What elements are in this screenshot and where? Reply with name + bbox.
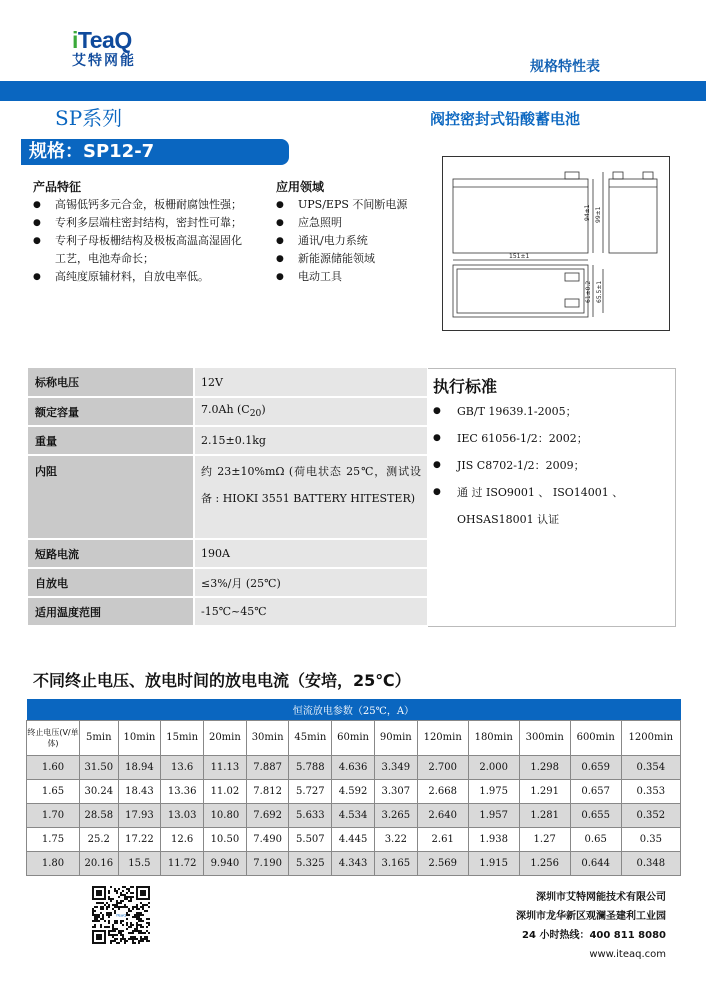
current-cell: 13.03 (161, 803, 204, 827)
current-cell: 0.35 (621, 827, 680, 851)
current-cell: 25.2 (80, 827, 119, 851)
cutoff-voltage-cell: 1.60 (27, 755, 80, 779)
standards-list (433, 398, 669, 533)
capacity-tail: ) (261, 403, 266, 417)
discharge-row (27, 827, 681, 851)
current-cell: 1.298 (519, 755, 570, 779)
spec-label: 短路电流 (28, 539, 194, 568)
series-name: SP系列 (55, 106, 123, 130)
dim-width-b-label: 65.5±1 (596, 280, 603, 303)
logo-chinese-name: 艾特网能 (72, 53, 136, 69)
feature-item: ● 高锡低钙多元合金，板栅耐腐蚀性强； (33, 196, 251, 214)
capacity-main: 7.0Ah (C (201, 403, 250, 417)
current-cell: 7.887 (246, 755, 289, 779)
current-cell: 3.307 (374, 779, 417, 803)
qr-code (92, 886, 150, 944)
current-cell: 4.534 (332, 803, 375, 827)
current-cell: 0.354 (621, 755, 680, 779)
discharge-row (27, 851, 681, 875)
logo-wordmark-rest: TeaQ (77, 27, 132, 53)
spec-row (28, 539, 427, 568)
company-hotline: 24 小时热线：400 811 8080 (522, 930, 666, 941)
column-header: 5min (80, 720, 119, 755)
application-item: ● 应急照明 (276, 214, 436, 232)
current-cell: 13.6 (161, 755, 204, 779)
column-header: 20min (204, 720, 247, 755)
cutoff-voltage-header: 终止电压(V/单体) (27, 720, 80, 755)
column-header: 15min (161, 720, 204, 755)
company-name: 深圳市艾特网能技术有限公司 (536, 892, 666, 903)
document-title: 规格特性表 (530, 59, 600, 75)
current-cell: 2.700 (417, 755, 468, 779)
standards-heading: 执行标准 (433, 377, 498, 396)
current-cell: 1.291 (519, 779, 570, 803)
current-cell: 1.915 (468, 851, 519, 875)
current-cell: 1.938 (468, 827, 519, 851)
column-header: 10min (118, 720, 161, 755)
current-cell: 11.13 (204, 755, 247, 779)
spec-value: 190A (194, 539, 427, 568)
spec-row (28, 568, 427, 597)
current-cell: 7.190 (246, 851, 289, 875)
dim-total-height-label: 99±1 (595, 206, 602, 223)
current-cell: 7.692 (246, 803, 289, 827)
spec-value: 约 23±10%mΩ (荷电状态 25℃，测试设 备 : HIOKI 3551 BATTERY HITESTER) (194, 455, 427, 539)
current-cell: 2.000 (468, 755, 519, 779)
spec-value: 2.15±0.1kg (194, 426, 427, 455)
company-website: www.iteaq.com (589, 949, 666, 960)
column-header: 60min (332, 720, 375, 755)
discharge-table (26, 699, 681, 876)
feature-item: ● 专利子母板栅结构及极板高温高湿固化工艺，电池寿命长； (33, 232, 251, 268)
current-cell: 2.668 (417, 779, 468, 803)
current-cell: 17.93 (118, 803, 161, 827)
column-header: 120min (417, 720, 468, 755)
current-cell: 0.352 (621, 803, 680, 827)
current-cell: 1.281 (519, 803, 570, 827)
current-cell: 4.445 (332, 827, 375, 851)
current-cell: 5.633 (289, 803, 332, 827)
column-header: 1200min (621, 720, 680, 755)
column-header: 600min (570, 720, 621, 755)
dim-length-label: 151±1 (509, 253, 530, 260)
spec-label: 内阻 (28, 455, 194, 539)
cutoff-voltage-cell: 1.80 (27, 851, 80, 875)
current-cell: 28.58 (80, 803, 119, 827)
spec-row (28, 455, 427, 539)
current-cell: 3.349 (374, 755, 417, 779)
qr-center-logo: iTeaQ (115, 912, 127, 918)
current-cell: 7.812 (246, 779, 289, 803)
features-list (33, 196, 251, 286)
current-cell: 12.6 (161, 827, 204, 851)
company-logo (72, 28, 172, 78)
battery-outline-svg (443, 157, 669, 330)
feature-item: ● 专利多层端柱密封结构，密封性可靠； (33, 214, 251, 232)
current-cell: 20.16 (80, 851, 119, 875)
model-banner: 规格：SP12-7 (21, 139, 289, 165)
current-cell: 5.325 (289, 851, 332, 875)
current-cell: 0.657 (570, 779, 621, 803)
capacity-subscript: 20 (249, 408, 262, 420)
current-cell: 1.256 (519, 851, 570, 875)
current-cell: 4.343 (332, 851, 375, 875)
current-cell: 18.43 (118, 779, 161, 803)
current-cell: 0.655 (570, 803, 621, 827)
application-item: ● 电动工具 (276, 268, 436, 286)
dim-height-label: 94±1 (584, 204, 591, 221)
current-cell: 30.24 (80, 779, 119, 803)
current-cell: 31.50 (80, 755, 119, 779)
current-cell: 15.5 (118, 851, 161, 875)
current-cell: 3.22 (374, 827, 417, 851)
discharge-row (27, 803, 681, 827)
column-header: 90min (374, 720, 417, 755)
column-header: 180min (468, 720, 519, 755)
company-address: 深圳市龙华新区观澜圣建利工业园 (516, 911, 666, 922)
dim-width-a-label: 61±0.2 (585, 280, 592, 303)
current-cell: 5.507 (289, 827, 332, 851)
spec-label: 适用温度范围 (28, 597, 194, 626)
features-heading: 产品特征 (33, 180, 82, 194)
current-cell: 11.02 (204, 779, 247, 803)
spec-value: ≤3%/月 (25℃) (194, 568, 427, 597)
spec-value: -15℃~45℃ (194, 597, 427, 626)
qr-code-pattern (92, 886, 150, 944)
current-cell: 4.636 (332, 755, 375, 779)
current-cell: 1.957 (468, 803, 519, 827)
standard-item: ● IEC 61056-1/2：2002； (433, 425, 669, 452)
current-cell: 0.353 (621, 779, 680, 803)
current-cell: 3.165 (374, 851, 417, 875)
discharge-header-row (27, 720, 681, 755)
cutoff-voltage-cell: 1.70 (27, 803, 80, 827)
current-cell: 5.727 (289, 779, 332, 803)
applications-heading: 应用领域 (276, 180, 325, 194)
spec-value (194, 397, 427, 426)
cutoff-voltage-cell: 1.65 (27, 779, 80, 803)
dimension-drawing (442, 156, 670, 331)
application-item: ● 通讯/电力系统 (276, 232, 436, 250)
current-cell: 11.72 (161, 851, 204, 875)
applications-list (276, 196, 436, 286)
spec-row (28, 397, 427, 426)
current-cell: 13.36 (161, 779, 204, 803)
column-header: 30min (246, 720, 289, 755)
current-cell: 18.94 (118, 755, 161, 779)
feature-item: ● 高纯度原辅材料，自放电率低。 (33, 268, 251, 286)
spec-label: 重量 (28, 426, 194, 455)
current-cell: 7.490 (246, 827, 289, 851)
company-info (516, 888, 666, 964)
header-band (0, 81, 706, 101)
current-cell: 2.640 (417, 803, 468, 827)
discharge-title: 不同终止电压、放电时间的放电电流（安培，25℃） (33, 671, 411, 690)
application-item: ● UPS/EPS 不间断电源 (276, 196, 436, 214)
battery-type: 阀控密封式铅酸蓄电池 (430, 110, 581, 128)
column-header: 45min (289, 720, 332, 755)
standard-item: ● GB/T 19639.1-2005； (433, 398, 669, 425)
logo-wordmark: iTeaQ (72, 27, 132, 53)
standard-item: ● 通 过 ISO9001 、 ISO14001 、 OHSAS18001 认证 (433, 479, 669, 533)
current-cell: 0.65 (570, 827, 621, 851)
application-item: ● 新能源储能领域 (276, 250, 436, 268)
current-cell: 0.348 (621, 851, 680, 875)
standard-item: ● JIS C8702-1/2：2009； (433, 452, 669, 479)
spec-label: 标称电压 (28, 368, 194, 397)
spec-row (28, 597, 427, 626)
discharge-body (27, 755, 681, 875)
current-cell: 0.659 (570, 755, 621, 779)
spec-value: 12V (194, 368, 427, 397)
current-cell: 17.22 (118, 827, 161, 851)
current-cell: 1.975 (468, 779, 519, 803)
current-cell: 0.644 (570, 851, 621, 875)
current-cell: 3.265 (374, 803, 417, 827)
current-cell: 2.569 (417, 851, 468, 875)
spec-label: 额定容量 (28, 397, 194, 426)
current-cell: 2.61 (417, 827, 468, 851)
discharge-row (27, 779, 681, 803)
current-cell: 1.27 (519, 827, 570, 851)
discharge-row (27, 755, 681, 779)
spec-row (28, 426, 427, 455)
current-cell: 4.592 (332, 779, 375, 803)
column-header: 300min (519, 720, 570, 755)
current-cell: 10.50 (204, 827, 247, 851)
discharge-caption: 恒流放电参数（25℃，A） (27, 699, 681, 720)
spec-row (28, 368, 427, 397)
current-cell: 5.788 (289, 755, 332, 779)
spec-table (28, 368, 427, 627)
discharge-caption-row (27, 699, 681, 720)
cutoff-voltage-cell: 1.75 (27, 827, 80, 851)
spec-label: 自放电 (28, 568, 194, 597)
current-cell: 9.940 (204, 851, 247, 875)
current-cell: 10.80 (204, 803, 247, 827)
